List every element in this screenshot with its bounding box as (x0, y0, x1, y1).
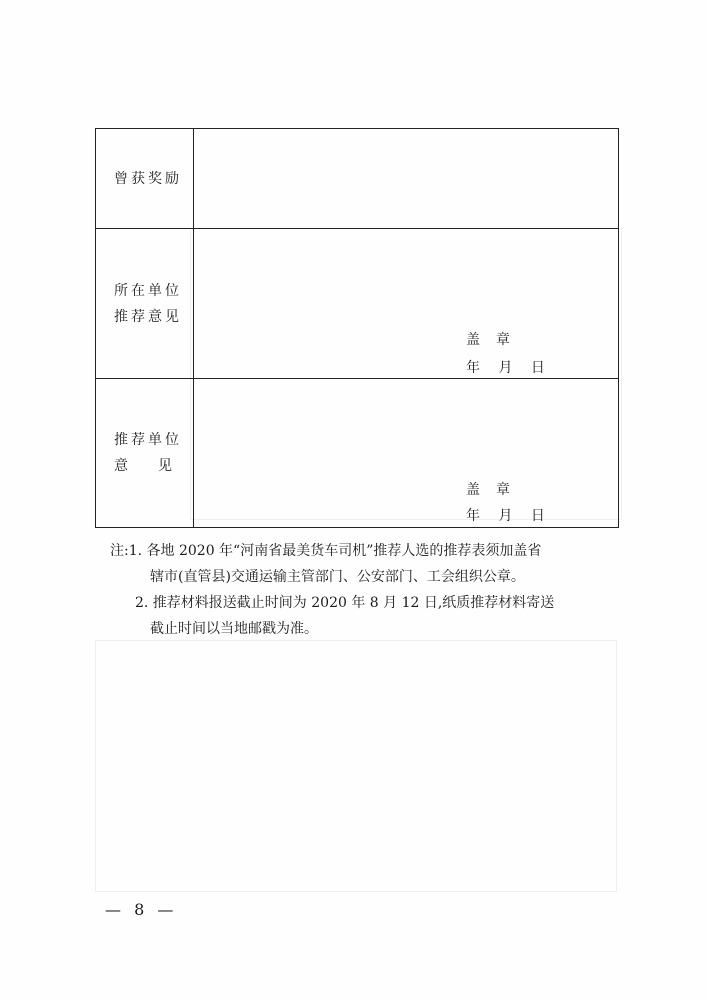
recommender-date-text: 年 月 日 (466, 508, 545, 524)
notes-section (110, 538, 630, 642)
note-1 (110, 538, 630, 590)
recommender-stamp-text: 盖章 (466, 482, 526, 498)
unit-opinion-label-line2: 推荐意见 (114, 308, 182, 325)
awards-label: 曾获奖励 (114, 170, 182, 187)
unit-date-text: 年 月 日 (466, 360, 545, 376)
awards-label-cell (96, 129, 194, 228)
recommender-opinion-label-line2 (114, 453, 172, 479)
unit-stamp-text: 盖章 (466, 332, 526, 348)
unit-opinion-label-cell (96, 229, 194, 378)
note-1-line-1: 注:1. 各地 2020 年“河南省最美货车司机”推荐人选的推荐表须加盖省 (110, 543, 542, 559)
awards-row (96, 129, 618, 229)
note-2-line-2: 截止时间以当地邮戳为准。 (150, 621, 318, 637)
recommender-opinion-row (96, 379, 618, 527)
note-2 (110, 590, 630, 642)
recommender-opinion-label-char-a: 意 (114, 458, 128, 474)
recommender-opinion-label-line1: 推荐单位 (114, 432, 182, 448)
page-number: — 8 — (105, 900, 178, 919)
note-2-line-1: 2. 推荐材料报送截止时间为 2020 年 8 月 12 日,纸质推荐材料寄送 (135, 595, 555, 611)
recommender-opinion-label-cell (96, 379, 194, 527)
unit-opinion-label-line1: 所在单位 (114, 282, 182, 299)
recommender-opinion-label-char-b: 见 (158, 458, 172, 474)
bleed-through-frame (95, 640, 617, 892)
recommendation-form-table (95, 128, 619, 528)
note-1-line-2: 辖市(直管县)交通运输主管部门、公安部门、工会组织公章。 (150, 569, 525, 585)
unit-opinion-row (96, 229, 618, 379)
